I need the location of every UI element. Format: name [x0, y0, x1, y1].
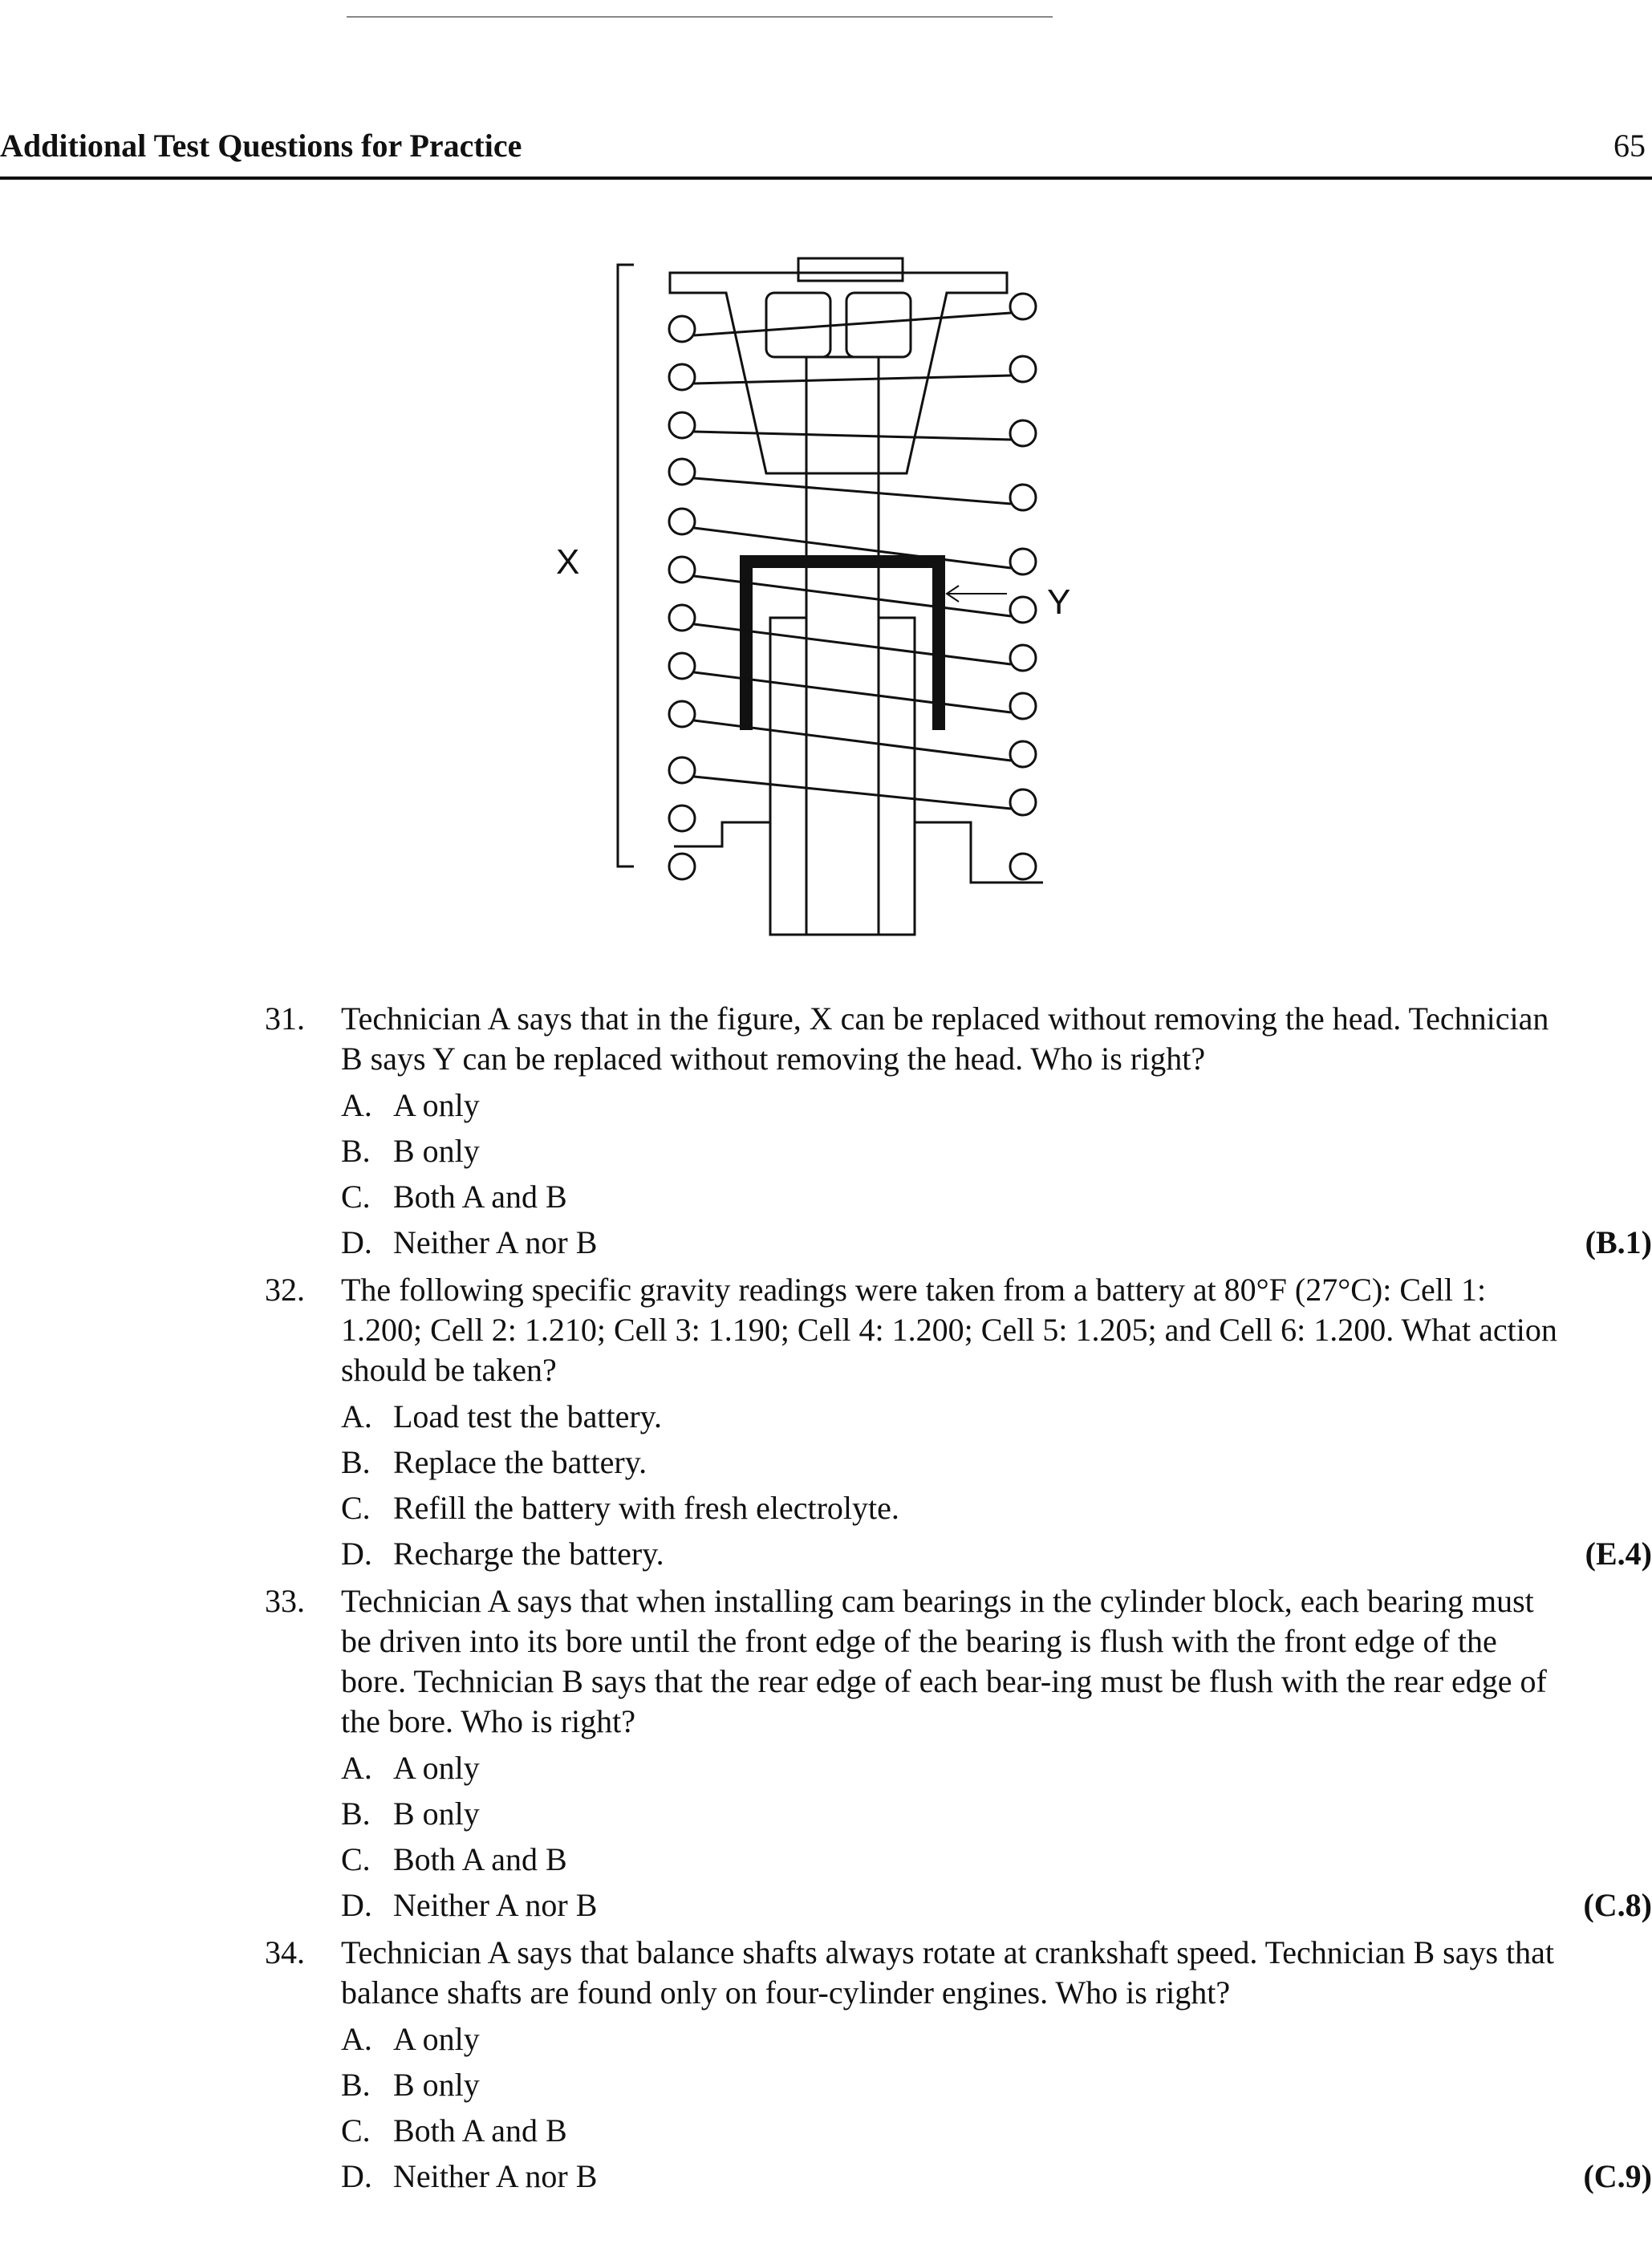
option-a: A. A only [341, 1750, 480, 1786]
valve-stem-tip [798, 258, 903, 281]
task-reference: (C.9) [1583, 2158, 1652, 2194]
label-y: Y [1047, 582, 1071, 622]
option-c: C. Refill the battery with fresh electrolyte. [341, 1490, 899, 1526]
option-b: B. B only [341, 1133, 480, 1169]
question-31 [265, 999, 1652, 1265]
option-c: C. Both A and B [341, 1179, 567, 1215]
label-x: X [556, 542, 580, 582]
top-rule [347, 16, 1053, 18]
header-rule [0, 177, 1652, 180]
page-header [0, 127, 1652, 175]
option-a: A. A only [341, 1087, 480, 1123]
valve-spring-diagram [554, 257, 1099, 939]
x-bracket [618, 265, 634, 866]
page-title: Additional Test Questions for Practice [0, 128, 522, 164]
option-d: D. Neither A nor B (C.8) [341, 1882, 1652, 1928]
spring-coils-right [1010, 294, 1036, 879]
option-c: C. Both A and B [341, 1841, 567, 1877]
option-b: B. B only [341, 1796, 480, 1832]
question-33 [265, 1581, 1652, 1928]
spring-coils-left [669, 316, 695, 879]
option-a: A. A only [341, 2021, 480, 2057]
task-reference: (C.8) [1583, 1887, 1652, 1923]
option-d: D. Recharge the battery. (E.4) [341, 1531, 1652, 1576]
question-number: 32. [265, 1272, 305, 1308]
head-seat-right [915, 822, 1043, 883]
keeper-left [766, 293, 830, 357]
option-d: D. Neither A nor B (B.1) [341, 1219, 1652, 1265]
task-reference: (B.1) [1585, 1224, 1652, 1260]
question-34 [265, 1933, 1652, 2199]
valve-guide-right [879, 618, 915, 935]
y-arrow [947, 586, 1007, 602]
valve-spring-figure [554, 257, 1099, 939]
option-c: C. Both A and B [341, 2112, 567, 2149]
valve-guide-left [770, 618, 806, 935]
question-text: Technician A says that when installing cam bearings in the cylinder block, each bearing must be driven into its bore until the front edge of the bearing is flush with the front edge of the bore. Technician B says that the rear edge of each bear-ing must be flush with the rear edge of the bore. Who is right? [341, 1583, 1547, 1739]
question-text: Technician A says that balance shafts always rotate at crankshaft speed. Technician B says that balance shafts are found only on four-cylinder engines. Who is right? [341, 1934, 1555, 2011]
question-list [265, 999, 1652, 2199]
question-text: Technician A says that in the figure, X can be replaced without removing the head. Technician B says Y can be replaced without removing the head. Who is right? [341, 1000, 1549, 1077]
spring-retainer [670, 273, 1007, 473]
head-seat-left [674, 822, 770, 846]
task-reference: (E.4) [1585, 1536, 1652, 1572]
question-number: 31. [265, 1000, 305, 1037]
question-number: 33. [265, 1583, 305, 1619]
option-a: A. Load test the battery. [341, 1398, 663, 1434]
option-b: B. B only [341, 2067, 480, 2103]
question-text: The following specific gravity readings were taken from a battery at 80°F (27°C): Cell 1: 1.200; Cell 2: 1.210; Cell 3: 1.190; Cell 4: 1.200; Cell 5: 1.205; and Cell 6: 1.200. What action should be taken? [341, 1272, 1557, 1388]
page-number: 65 [1613, 128, 1646, 164]
option-b: B. Replace the battery. [341, 1444, 647, 1480]
question-32 [265, 1270, 1652, 1576]
question-number: 34. [265, 1934, 305, 1970]
option-d: D. Neither A nor B (C.9) [341, 2153, 1652, 2199]
